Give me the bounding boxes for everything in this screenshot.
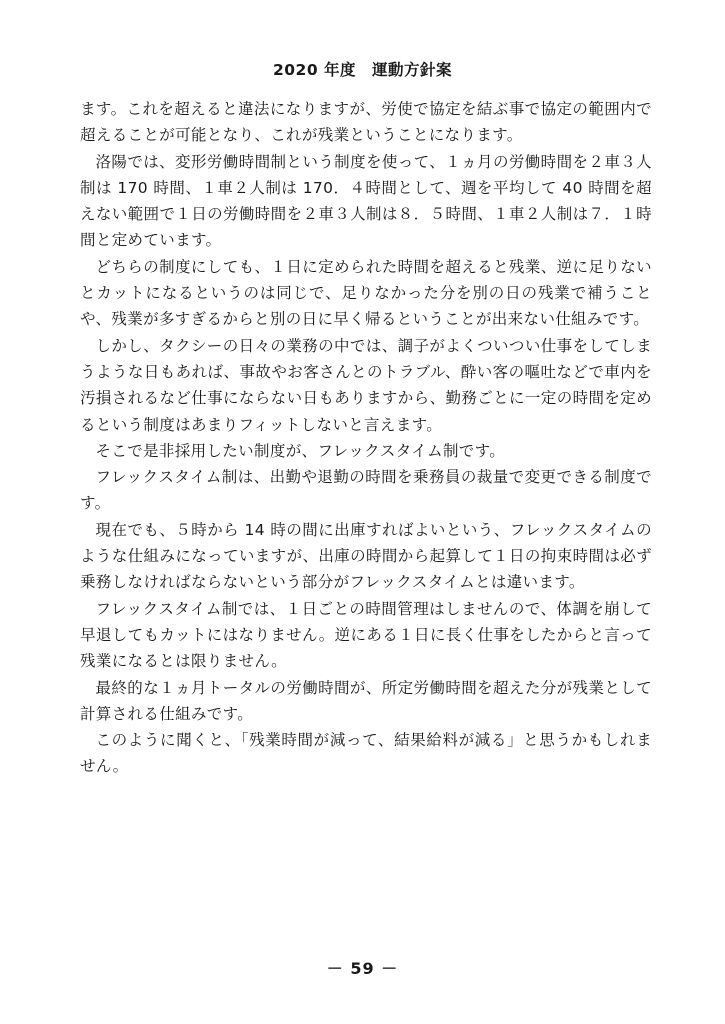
paragraph-continuation: ます。これを超えると違法になりますが、労使で協定を結ぶ事で協定の範囲内で超えることが可能となり、これが残業ということになります。 (80, 100, 652, 145)
paragraph: 洛陽では、変形労働時間制という制度を使って、１ヵ月の労働時間を２車３人制は 170 時間、１車２人制は 170．４時間として、週を平均して 40 時間を超えない範囲で１日の労働時間を２車３人制は８．５時間、１車２人制は７．１時間と定めています。 (80, 152, 652, 250)
body-text (80, 96, 652, 780)
paragraph: しかし、タクシーの日々の業務の中では、調子がよくついつい仕事をしてしまうような日もあれば、事故やお客さんとのトラブル、酔い客の嘔吐などで車内を汚損されるなど仕事にならない日もありますから、勤務ごとに一定の時間を定めるという制度はあまりフィットしないと言えます。 (80, 336, 652, 434)
paragraph: 現在でも、５時から 14 時の間に出庫すればよいという、フレックスタイムのような仕組みになっていますが、出庫の時間から起算して１日の拘束時間は必ず乗務しなければならないという部分がフレックスタイムとは違います。 (80, 520, 652, 592)
paragraph: そこで是非採用したい制度が、フレックスタイム制です。 (95, 441, 506, 460)
paragraph: フレックスタイム制では、１日ごとの時間管理はしませんので、体調を崩して早退してもカットにはなりません。逆にある１日に長く仕事をしたからと言って残業になるとは限りません。 (80, 599, 652, 671)
paragraph: フレックスタイム制は、出勤や退勤の時間を乗務員の裁量で変更できる制度です。 (80, 468, 652, 513)
paragraph: どちらの制度にしても、１日に定められた時間を超えると残業、逆に足りないとカットになるというのは同じで、足りなかった分を別の日の残業で補うことや、残業が多すぎるからと別の日に早く帰るということが出来ない仕組みです。 (80, 257, 652, 329)
paragraph: このように聞くと、「残業時間が減って、結果給料が減る」と思うかもしれません。 (80, 731, 652, 776)
page-number: － 59 － (326, 959, 399, 978)
page-title: 2020 年度 運動方針案 (272, 61, 453, 79)
paragraph: 最終的な１ヵ月トータルの労働時間が、所定労働時間を超えた分が残業として計算される仕組みです。 (80, 678, 652, 723)
